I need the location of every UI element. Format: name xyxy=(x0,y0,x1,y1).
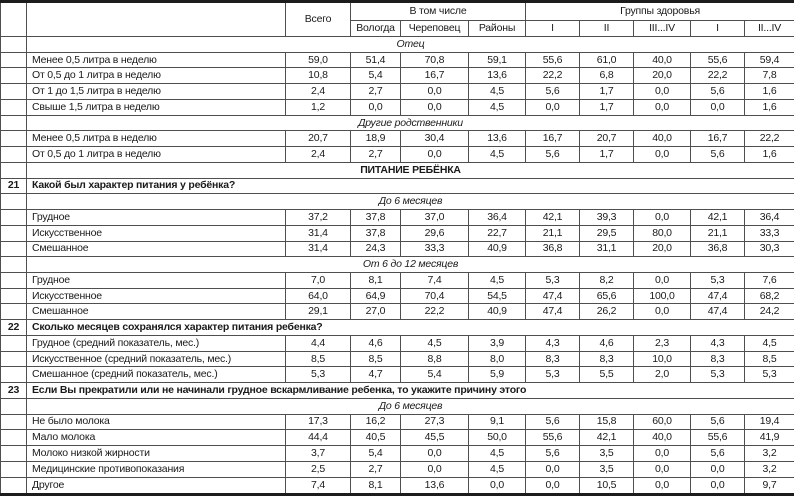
value-cell: 0,0 xyxy=(634,147,691,163)
row-number xyxy=(1,131,27,147)
value-cell: 40,0 xyxy=(634,131,691,147)
row-number xyxy=(1,288,27,304)
label-column-header xyxy=(27,2,286,37)
value-cell: 16,2 xyxy=(351,414,401,430)
value-cell: 13,6 xyxy=(469,131,526,147)
value-cell: 24,3 xyxy=(351,241,401,257)
value-cell: 8,3 xyxy=(691,351,745,367)
value-cell: 5,6 xyxy=(526,414,580,430)
row-label: Смешанное xyxy=(27,241,286,257)
value-cell: 31,4 xyxy=(286,241,351,257)
value-cell: 4,3 xyxy=(526,335,580,351)
value-cell: 0,0 xyxy=(634,446,691,462)
value-cell: 42,1 xyxy=(526,210,580,226)
value-cell: 4,6 xyxy=(580,335,634,351)
value-cell: 2,0 xyxy=(634,367,691,383)
question-text: Если Вы прекратили или не начинали грудное вскармливание ребенка, то укажите причину этого xyxy=(27,383,794,399)
row-number xyxy=(1,84,27,100)
value-cell: 0,0 xyxy=(634,84,691,100)
value-cell: 40,9 xyxy=(469,304,526,320)
value-cell: 5,6 xyxy=(526,446,580,462)
value-cell: 37,2 xyxy=(286,210,351,226)
value-cell: 0,0 xyxy=(634,304,691,320)
question-text: Сколько месяцев сохранялся характер питания ребенка? xyxy=(27,320,794,336)
data-row xyxy=(1,414,794,430)
value-cell: 39,3 xyxy=(580,210,634,226)
row-number xyxy=(1,304,27,320)
value-cell: 33,3 xyxy=(745,225,794,241)
data-row xyxy=(1,367,794,383)
table-body xyxy=(1,37,794,495)
value-cell: 4,5 xyxy=(469,273,526,289)
value-cell: 30,3 xyxy=(745,241,794,257)
value-cell: 0,0 xyxy=(526,99,580,115)
value-cell: 0,0 xyxy=(526,477,580,494)
row-label: От 0,5 до 1 литра в неделю xyxy=(27,147,286,163)
data-row xyxy=(1,210,794,226)
value-cell: 5,6 xyxy=(526,84,580,100)
row-label: Смешанное xyxy=(27,304,286,320)
value-cell: 3,2 xyxy=(745,446,794,462)
value-cell: 50,0 xyxy=(469,430,526,446)
row-number xyxy=(1,430,27,446)
value-cell: 5,3 xyxy=(691,367,745,383)
value-cell: 0,0 xyxy=(401,147,469,163)
row-number: 23 xyxy=(1,383,27,399)
value-cell: 8,5 xyxy=(745,351,794,367)
data-row xyxy=(1,461,794,477)
value-cell: 47,4 xyxy=(526,288,580,304)
value-cell: 16,7 xyxy=(691,131,745,147)
value-cell: 21,1 xyxy=(691,225,745,241)
value-cell: 5,5 xyxy=(580,367,634,383)
section-title: От 6 до 12 месяцев xyxy=(27,257,794,273)
row-number xyxy=(1,147,27,163)
value-cell: 36,8 xyxy=(526,241,580,257)
row-label: Менее 0,5 литра в неделю xyxy=(27,131,286,147)
section-title: До 6 месяцев xyxy=(27,398,794,414)
value-cell: 3,2 xyxy=(745,461,794,477)
value-cell: 5,3 xyxy=(526,367,580,383)
row-label: Мало молока xyxy=(27,430,286,446)
value-cell: 8,5 xyxy=(351,351,401,367)
value-cell: 37,0 xyxy=(401,210,469,226)
value-cell: 59,1 xyxy=(469,52,526,68)
value-cell: 0,0 xyxy=(401,461,469,477)
value-cell: 7,4 xyxy=(401,273,469,289)
section-title: Отец xyxy=(27,37,794,53)
value-cell: 0,0 xyxy=(401,99,469,115)
corner-cell xyxy=(1,2,27,37)
table-header xyxy=(1,2,794,37)
value-cell: 55,6 xyxy=(691,430,745,446)
row-number xyxy=(1,162,27,178)
value-cell: 30,4 xyxy=(401,131,469,147)
row-label: Искусственное (средний показатель, мес.) xyxy=(27,351,286,367)
row-label: От 1 до 1,5 литра в неделю xyxy=(27,84,286,100)
value-cell: 5,6 xyxy=(691,84,745,100)
value-cell: 5,6 xyxy=(691,414,745,430)
col-header-group-1b: I xyxy=(691,21,745,37)
value-cell: 5,9 xyxy=(469,367,526,383)
value-cell: 4,5 xyxy=(469,461,526,477)
value-cell: 6,8 xyxy=(580,68,634,84)
value-cell: 5,6 xyxy=(691,446,745,462)
col-header-health-groups: Группы здоровья xyxy=(526,2,794,21)
row-label: Искусственное xyxy=(27,288,286,304)
value-cell: 26,2 xyxy=(580,304,634,320)
value-cell: 13,6 xyxy=(401,477,469,494)
value-cell: 1,2 xyxy=(286,99,351,115)
section-bold-row xyxy=(1,162,794,178)
value-cell: 70,4 xyxy=(401,288,469,304)
row-number xyxy=(1,99,27,115)
value-cell: 4,5 xyxy=(469,446,526,462)
value-cell: 61,0 xyxy=(580,52,634,68)
value-cell: 22,7 xyxy=(469,225,526,241)
row-number xyxy=(1,414,27,430)
row-label: Менее 0,5 литра в неделю xyxy=(27,52,286,68)
value-cell: 4,6 xyxy=(351,335,401,351)
value-cell: 0,0 xyxy=(469,477,526,494)
value-cell: 5,3 xyxy=(286,367,351,383)
data-row xyxy=(1,241,794,257)
value-cell: 54,5 xyxy=(469,288,526,304)
value-cell: 2,4 xyxy=(286,84,351,100)
value-cell: 2,3 xyxy=(634,335,691,351)
row-label: От 0,5 до 1 литра в неделю xyxy=(27,68,286,84)
row-label: Искусственное xyxy=(27,225,286,241)
value-cell: 18,9 xyxy=(351,131,401,147)
value-cell: 42,1 xyxy=(691,210,745,226)
value-cell: 5,3 xyxy=(691,273,745,289)
value-cell: 5,4 xyxy=(401,367,469,383)
value-cell: 5,6 xyxy=(691,147,745,163)
value-cell: 36,8 xyxy=(691,241,745,257)
value-cell: 55,6 xyxy=(526,430,580,446)
value-cell: 24,2 xyxy=(745,304,794,320)
value-cell: 47,4 xyxy=(691,288,745,304)
value-cell: 10,8 xyxy=(286,68,351,84)
value-cell: 2,7 xyxy=(351,461,401,477)
row-number xyxy=(1,52,27,68)
row-number xyxy=(1,351,27,367)
value-cell: 29,6 xyxy=(401,225,469,241)
value-cell: 40,9 xyxy=(469,241,526,257)
value-cell: 20,0 xyxy=(634,241,691,257)
row-number xyxy=(1,115,27,131)
value-cell: 40,5 xyxy=(351,430,401,446)
value-cell: 13,6 xyxy=(469,68,526,84)
value-cell: 4,5 xyxy=(401,335,469,351)
value-cell: 5,3 xyxy=(526,273,580,289)
value-cell: 22,2 xyxy=(526,68,580,84)
value-cell: 8,3 xyxy=(580,351,634,367)
value-cell: 16,7 xyxy=(401,68,469,84)
value-cell: 3,9 xyxy=(469,335,526,351)
value-cell: 59,0 xyxy=(286,52,351,68)
col-header-total: Всего xyxy=(286,2,351,37)
row-number xyxy=(1,446,27,462)
value-cell: 36,4 xyxy=(745,210,794,226)
value-cell: 47,4 xyxy=(691,304,745,320)
value-cell: 51,4 xyxy=(351,52,401,68)
value-cell: 8,1 xyxy=(351,273,401,289)
section-row xyxy=(1,115,794,131)
section-row xyxy=(1,257,794,273)
value-cell: 0,0 xyxy=(634,99,691,115)
value-cell: 22,2 xyxy=(691,68,745,84)
data-row xyxy=(1,288,794,304)
value-cell: 5,4 xyxy=(351,68,401,84)
value-cell: 1,6 xyxy=(745,147,794,163)
value-cell: 5,3 xyxy=(745,367,794,383)
value-cell: 1,7 xyxy=(580,99,634,115)
row-label: Другое xyxy=(27,477,286,494)
value-cell: 8,1 xyxy=(351,477,401,494)
value-cell: 1,7 xyxy=(580,147,634,163)
value-cell: 37,8 xyxy=(351,210,401,226)
value-cell: 47,4 xyxy=(526,304,580,320)
value-cell: 31,4 xyxy=(286,225,351,241)
row-label: Грудное (средний показатель, мес.) xyxy=(27,335,286,351)
row-number xyxy=(1,225,27,241)
value-cell: 10,0 xyxy=(634,351,691,367)
row-number xyxy=(1,257,27,273)
value-cell: 10,5 xyxy=(580,477,634,494)
col-header-group-2-4: II...IV xyxy=(745,21,794,37)
value-cell: 27,0 xyxy=(351,304,401,320)
value-cell: 80,0 xyxy=(634,225,691,241)
value-cell: 64,0 xyxy=(286,288,351,304)
question-row xyxy=(1,178,794,194)
value-cell: 7,8 xyxy=(745,68,794,84)
value-cell: 0,0 xyxy=(634,273,691,289)
row-number xyxy=(1,461,27,477)
value-cell: 4,5 xyxy=(745,335,794,351)
value-cell: 7,6 xyxy=(745,273,794,289)
data-row xyxy=(1,225,794,241)
data-row xyxy=(1,99,794,115)
value-cell: 22,2 xyxy=(401,304,469,320)
data-row xyxy=(1,351,794,367)
col-header-group-3-4: III...IV xyxy=(634,21,691,37)
row-label: Не было молока xyxy=(27,414,286,430)
section-title: Другие родственники xyxy=(27,115,794,131)
row-label: Грудное xyxy=(27,210,286,226)
col-header-including: В том числе xyxy=(351,2,526,21)
value-cell: 3,5 xyxy=(580,446,634,462)
row-label: Медицинские противопоказания xyxy=(27,461,286,477)
value-cell: 4,3 xyxy=(691,335,745,351)
value-cell: 0,0 xyxy=(691,477,745,494)
value-cell: 2,7 xyxy=(351,147,401,163)
value-cell: 55,6 xyxy=(691,52,745,68)
value-cell: 100,0 xyxy=(634,288,691,304)
col-header-cherepovets: Череповец xyxy=(401,21,469,37)
value-cell: 9,1 xyxy=(469,414,526,430)
row-label: Свыше 1,5 литра в неделю xyxy=(27,99,286,115)
question-text: Какой был характер питания у ребёнка? xyxy=(27,178,794,194)
value-cell: 19,4 xyxy=(745,414,794,430)
value-cell: 33,3 xyxy=(401,241,469,257)
value-cell: 8,8 xyxy=(401,351,469,367)
row-number xyxy=(1,37,27,53)
value-cell: 2,7 xyxy=(351,84,401,100)
col-header-districts: Районы xyxy=(469,21,526,37)
value-cell: 45,5 xyxy=(401,430,469,446)
value-cell: 15,8 xyxy=(580,414,634,430)
value-cell: 29,5 xyxy=(580,225,634,241)
col-header-vologda: Вологда xyxy=(351,21,401,37)
value-cell: 42,1 xyxy=(580,430,634,446)
row-number: 22 xyxy=(1,320,27,336)
value-cell: 0,0 xyxy=(401,84,469,100)
value-cell: 60,0 xyxy=(634,414,691,430)
row-label: Смешанное (средний показатель, мес.) xyxy=(27,367,286,383)
section-row xyxy=(1,398,794,414)
value-cell: 2,5 xyxy=(286,461,351,477)
value-cell: 0,0 xyxy=(634,210,691,226)
value-cell: 1,6 xyxy=(745,84,794,100)
value-cell: 0,0 xyxy=(691,461,745,477)
value-cell: 8,0 xyxy=(469,351,526,367)
value-cell: 2,4 xyxy=(286,147,351,163)
value-cell: 1,7 xyxy=(580,84,634,100)
value-cell: 5,4 xyxy=(351,446,401,462)
value-cell: 0,0 xyxy=(691,99,745,115)
value-cell: 20,7 xyxy=(286,131,351,147)
value-cell: 22,2 xyxy=(745,131,794,147)
value-cell: 70,8 xyxy=(401,52,469,68)
value-cell: 5,6 xyxy=(526,147,580,163)
row-number xyxy=(1,194,27,210)
row-number xyxy=(1,241,27,257)
row-number xyxy=(1,335,27,351)
value-cell: 4,7 xyxy=(351,367,401,383)
row-number xyxy=(1,273,27,289)
row-number xyxy=(1,210,27,226)
row-label: Молоко низкой жирности xyxy=(27,446,286,462)
value-cell: 1,6 xyxy=(745,99,794,115)
value-cell: 40,0 xyxy=(634,52,691,68)
value-cell: 31,1 xyxy=(580,241,634,257)
value-cell: 27,3 xyxy=(401,414,469,430)
value-cell: 59,4 xyxy=(745,52,794,68)
row-number xyxy=(1,477,27,494)
value-cell: 37,8 xyxy=(351,225,401,241)
value-cell: 65,6 xyxy=(580,288,634,304)
value-cell: 0,0 xyxy=(634,477,691,494)
row-label: Грудное xyxy=(27,273,286,289)
data-row xyxy=(1,52,794,68)
value-cell: 4,5 xyxy=(469,147,526,163)
value-cell: 21,1 xyxy=(526,225,580,241)
value-cell: 4,5 xyxy=(469,84,526,100)
data-row xyxy=(1,84,794,100)
value-cell: 0,0 xyxy=(526,461,580,477)
row-number xyxy=(1,367,27,383)
data-row xyxy=(1,147,794,163)
data-row xyxy=(1,68,794,84)
value-cell: 3,7 xyxy=(286,446,351,462)
value-cell: 4,4 xyxy=(286,335,351,351)
value-cell: 17,3 xyxy=(286,414,351,430)
row-number xyxy=(1,398,27,414)
value-cell: 20,7 xyxy=(580,131,634,147)
value-cell: 7,4 xyxy=(286,477,351,494)
data-row xyxy=(1,477,794,494)
value-cell: 9,7 xyxy=(745,477,794,494)
data-row xyxy=(1,131,794,147)
header-row-groups xyxy=(1,2,794,21)
section-title: До 6 месяцев xyxy=(27,194,794,210)
value-cell: 0,0 xyxy=(401,446,469,462)
col-header-group-2: II xyxy=(580,21,634,37)
row-number xyxy=(1,68,27,84)
data-row xyxy=(1,304,794,320)
value-cell: 68,2 xyxy=(745,288,794,304)
value-cell: 40,0 xyxy=(634,430,691,446)
value-cell: 8,2 xyxy=(580,273,634,289)
value-cell: 55,6 xyxy=(526,52,580,68)
question-row xyxy=(1,383,794,399)
value-cell: 8,5 xyxy=(286,351,351,367)
data-row xyxy=(1,335,794,351)
section-row xyxy=(1,194,794,210)
value-cell: 36,4 xyxy=(469,210,526,226)
value-cell: 7,0 xyxy=(286,273,351,289)
section-title: ПИТАНИЕ РЕБЁНКА xyxy=(27,162,794,178)
value-cell: 0,0 xyxy=(351,99,401,115)
row-number: 21 xyxy=(1,178,27,194)
question-row xyxy=(1,320,794,336)
value-cell: 64,9 xyxy=(351,288,401,304)
value-cell: 8,3 xyxy=(526,351,580,367)
value-cell: 29,1 xyxy=(286,304,351,320)
value-cell: 41,9 xyxy=(745,430,794,446)
data-row xyxy=(1,446,794,462)
data-row xyxy=(1,430,794,446)
value-cell: 3,5 xyxy=(580,461,634,477)
value-cell: 4,5 xyxy=(469,99,526,115)
value-cell: 16,7 xyxy=(526,131,580,147)
value-cell: 0,0 xyxy=(634,461,691,477)
value-cell: 20,0 xyxy=(634,68,691,84)
section-row xyxy=(1,37,794,53)
data-row xyxy=(1,273,794,289)
value-cell: 44,4 xyxy=(286,430,351,446)
col-header-group-1: I xyxy=(526,21,580,37)
